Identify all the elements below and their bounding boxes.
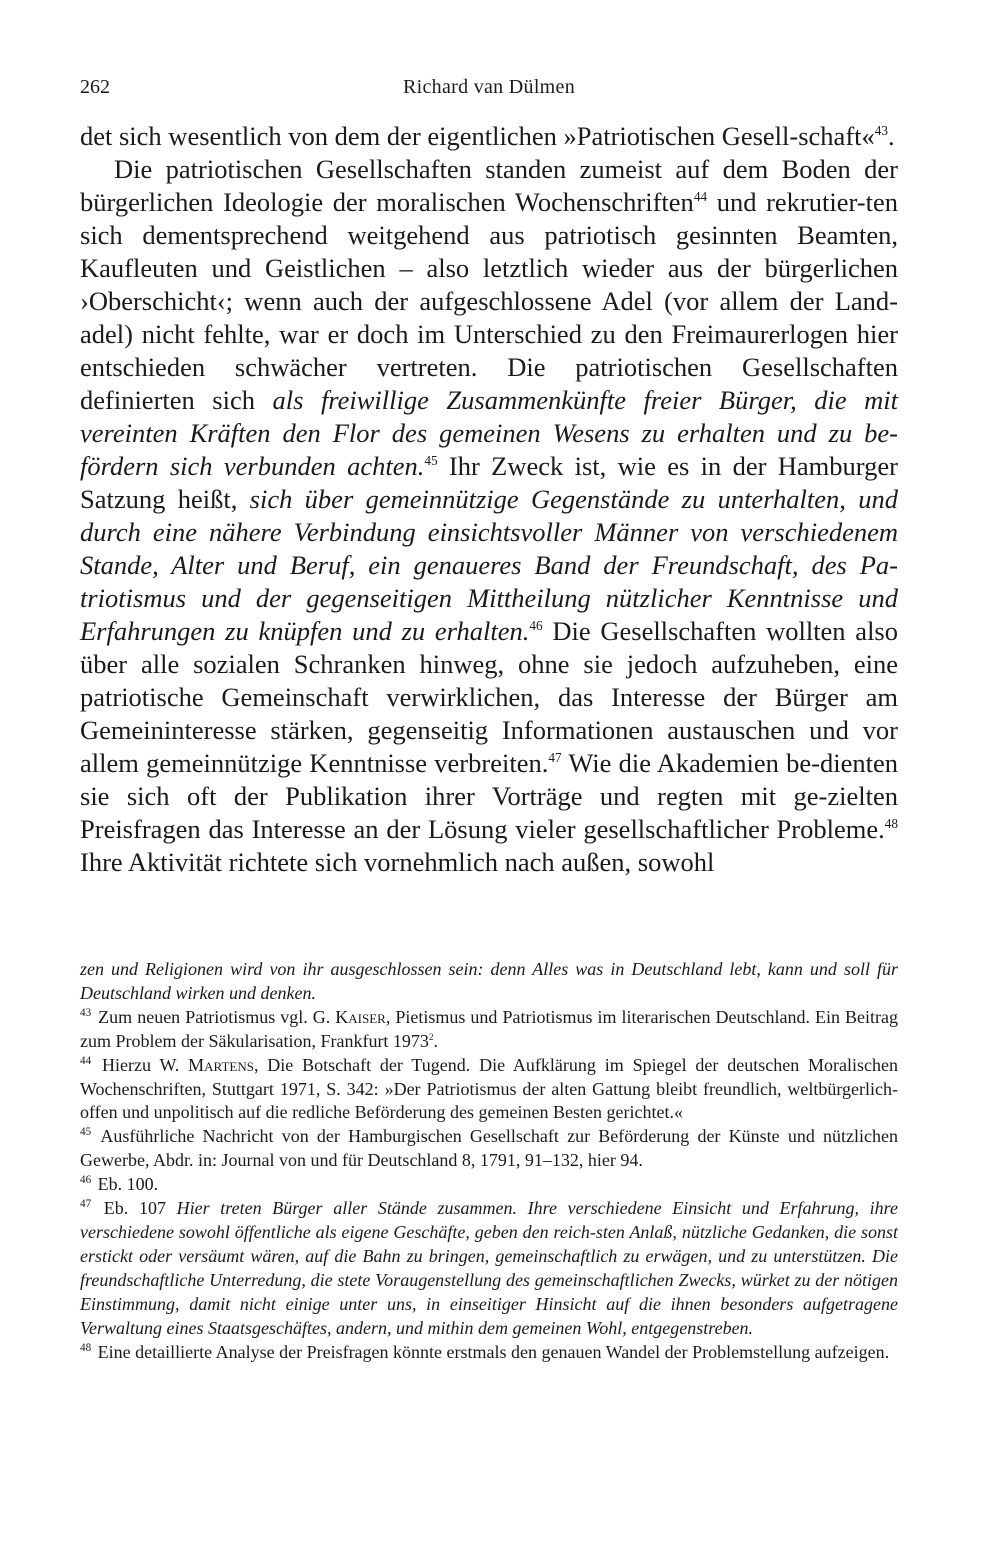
footnote-ref-44: 44 (693, 189, 708, 205)
footnote-45 (80, 1125, 898, 1173)
main-text (80, 120, 898, 879)
footnote-ref-45: 45 (424, 453, 438, 469)
footnote-46 (80, 1173, 898, 1197)
page-header (80, 70, 898, 106)
footnote-text: Eb. 107 (93, 1198, 177, 1219)
paragraph-continuation (80, 120, 898, 153)
footnote-text: Eb. 100. (93, 1174, 159, 1195)
paragraph-text: det sich wesentlich von dem der eigentlichen »Patriotischen Gesell-schaft« (80, 121, 875, 151)
paragraph-text: Ihre Aktivität richtete sich vornehmlich nach außen, sowohl (80, 847, 715, 877)
paragraph-text: Ihr Zweck ist, wie es in der Hamburger Satzung heißt, (80, 451, 898, 514)
footnote-ref-48: 48 (884, 816, 898, 832)
quoted-definition: als freiwillige Zusammenkünfte freier Bürger, die mit vereinten Kräften den Flor des gemeinen Wesens zu erhalten und zu be-fördern sich verbunden achten. (80, 385, 898, 481)
paragraph-text: Wie die Akademien be-dienten sie sich oft der Publikation ihrer Vorträge und regten mit ge-zielten Preisfragen das Interesse an der Lösung vieler gesellschaftlicher Probleme. (80, 748, 898, 844)
paragraph-text: . (888, 121, 895, 151)
footnote-ref-46: 46 (529, 618, 543, 634)
paragraph-text: Die Gesellschaften wollten also über alle sozialen Schranken hinweg, ohne sie jedoch aufzuheben, eine patriotische Gemeinschaft verwirklichen, das Interesse der Bürger am Gemeininteresse stärken, gegenseitig Informationen austauschen und vor allem gemeinnützige Kenntnisse verbreiten. (80, 616, 898, 778)
author-name: Kaiser (335, 1006, 386, 1027)
quoted-statute: sich über gemeinnützige Gegenstände zu unterhalten, und durch eine nähere Verbindung einsichtsvoller Männer von verschiedenem Stande, Alter und Beruf, ein genaueres Band der Freundschaft, des Pa-triotismus und der gegenseitigen Mittheilung nützlicher Kenntnisse und Erfahrungen zu knüpfen und zu erhalten. (80, 484, 898, 646)
paragraph-text: Die patriotischen Gesellschaften standen zumeist auf dem Boden der bürgerlichen Ideologie der moralischen Wochenschriften (80, 154, 898, 217)
footnote-44 (80, 1054, 898, 1126)
footnote-number: 45 (80, 1126, 92, 1139)
footnote-quote: Hier treten Bürger aller Stände zusammen. Ihre verschiedene Einsicht und Erfahrung, ihre verschiedene sowohl öffentliche als eigene Geschäfte, geben den reich-sten Anlaß, nützliche Gedanken, die sonst erstickt oder versäumt wären, auf die Bahn zu bringen, gemeinschaftlich zu erwägen, und zu unterstützen. Die freundschaftliche Unterredung, die stete Voraugenstellung des gemeinschaftlichen Zwecks, würket zu der nötigen Einstimmung, damit nicht einige unter uns, in einseitiger Hinsicht auf die ihnen besonders aufgetragene Verwaltung eines Staatsgeschäftes, andern, und mithin dem gemeinen Wohl, entgegenstreben. (80, 1198, 898, 1338)
footnote-number: 43 (80, 1006, 92, 1019)
footnote-text: Ausführliche Nachricht von der Hamburgischen Gesellschaft zur Beförderung der Künste und nützlichen Gewerbe, Abdr. in: Journal von und für Deutschland 8, 1791, 91–132, hier 94. (80, 1126, 898, 1171)
page-number: 262 (80, 76, 110, 98)
footnote-number: 48 (80, 1341, 92, 1354)
footnotes (80, 958, 898, 1364)
footnote-48 (80, 1341, 898, 1365)
footnote-text: Eine detaillierte Analyse der Preisfragen könnte erstmals den genauen Wandel der Problemstellung aufzeigen. (93, 1341, 890, 1362)
footnote-continuation (80, 958, 898, 1006)
footnote-text: zen und Religionen wird von ihr ausgeschlossen sein: denn Alles was in Deutschland lebt, kann und soll für Deutschland wirken und denken. (80, 959, 898, 1003)
footnote-number: 44 (80, 1054, 92, 1067)
running-head: Richard van Dülmen (402, 76, 576, 98)
footnote-number: 46 (80, 1174, 92, 1187)
paragraph-text: und rekrutier-ten sich dementsprechend weitgehend aus patriotisch gesinnten Beamten, Kaufleuten und Geistlichen – also letztlich wieder aus der bürgerlichen ›Oberschicht‹; wenn auch der aufgeschlossene Adel (vor allem der Land-adel) nicht fehlte, war er doch im Unterschied zu den Freimaurerlogen hier entschieden schwächer vertreten. Die patriotischen Gesellschaften definierten sich (80, 187, 898, 415)
paragraph-patriotic-societies (80, 153, 898, 879)
footnote-ref-43: 43 (874, 123, 889, 139)
author-name: Martens (188, 1054, 254, 1075)
footnote-text: , Pietismus und Patriotismus im literarischen Deutschland. Ein Beitrag zum Problem der Säkularisation, Frankfurt 1973 (80, 1006, 898, 1051)
footnote-text: Zum neuen Patriotismus vgl. G. (93, 1006, 336, 1027)
book-page (80, 70, 899, 1362)
footnote-text: , Die Botschaft der Tugend. Die Aufklärung im Spiegel der deutschen Moralischen Wochenschriften, Stuttgart 1971, S. 342: »Der Patriotismus der alten Gattung bleibt freundlich, weltbürgerlich-offen und unpolitisch auf die redliche Beförderung des gemeinen Besten gerichtet.« (80, 1054, 899, 1123)
edition-superscript: 2 (428, 1031, 434, 1042)
footnote-text: Hierzu W. (93, 1054, 189, 1075)
footnote-43 (80, 1006, 898, 1054)
footnote-47 (80, 1197, 898, 1340)
footnote-text: . (433, 1030, 438, 1051)
footnote-number: 47 (80, 1198, 92, 1211)
footnote-ref-47: 47 (548, 750, 562, 766)
